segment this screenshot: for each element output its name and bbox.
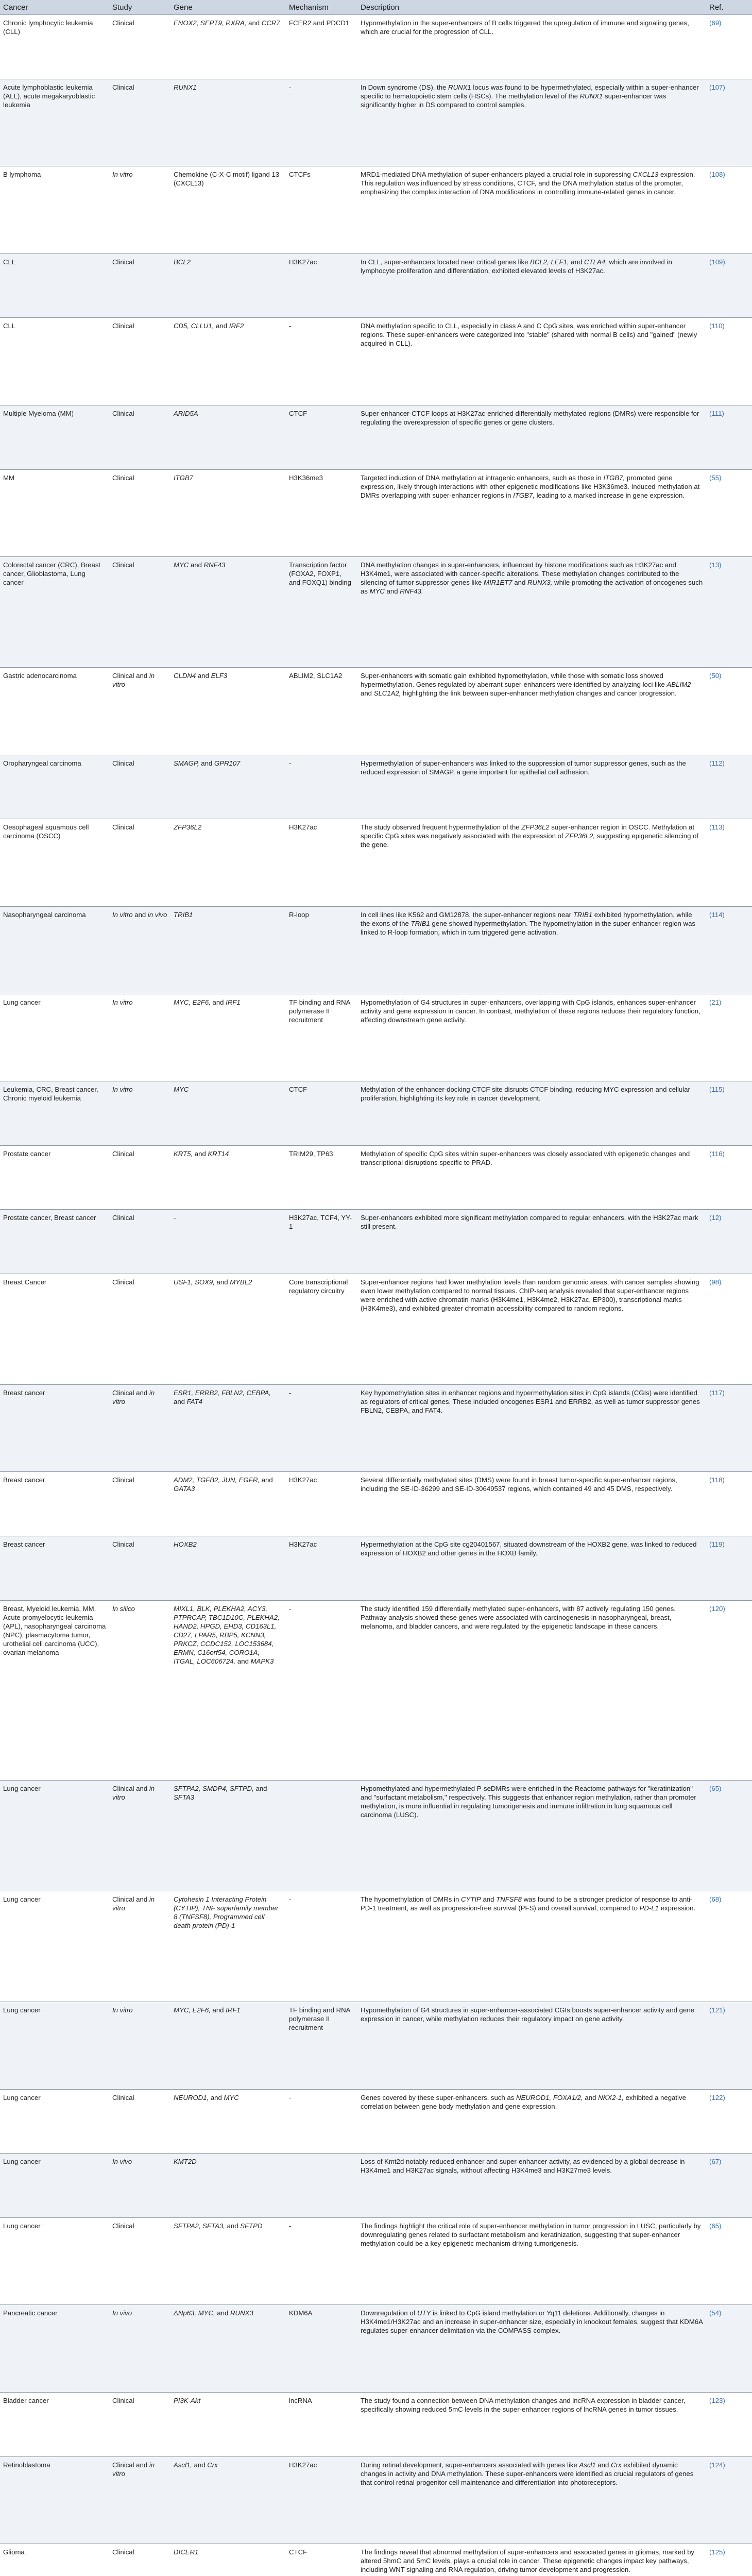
- gene-cell: SFTPA2, SFTA3, and SFTPD: [170, 2217, 286, 2305]
- study-cell: Clinical: [109, 15, 170, 79]
- ref-cell[interactable]: (114): [706, 906, 752, 994]
- header-mechanism: Mechanism: [286, 0, 357, 15]
- gene-cell: KMT2D: [170, 2154, 286, 2218]
- description-cell: Methylation of the enhancer-docking CTCF site disrupts CTCF binding, reducing MYC expression and cellular proliferation, highlighting its key role in cancer development.: [357, 1081, 706, 1146]
- cancer-cell: Lung cancer: [0, 2217, 109, 2305]
- cancer-cell: B lymphoma: [0, 166, 109, 254]
- ref-cell[interactable]: (117): [706, 1384, 752, 1472]
- gene-cell: CD5, CLLU1, and IRF2: [170, 318, 286, 405]
- description-cell: Several differentially methylated sites (DMS) were found in breast tumor-specific super-enhancer regions, including the SE-ID-36299 and SE-ID-30649537 regions, which contained 49 and 45 DMS, respectively.: [357, 1472, 706, 1536]
- cancer-cell: Bladder cancer: [0, 2393, 109, 2457]
- gene-cell: MYC and RNF43: [170, 557, 286, 668]
- gene-cell: SFTPA2, SMDP4, SFTPD, and SFTA3: [170, 1781, 286, 1891]
- mechanism-cell: -: [286, 1600, 357, 1781]
- description-cell: Super-enhancer-CTCF loops at H3K27ac-enriched differentially methylated regions (DMRs) were responsible for regulating the overexpression of specific genes or gene clusters.: [357, 405, 706, 470]
- mechanism-cell: H3K27ac: [286, 1472, 357, 1536]
- header-study: Study: [109, 0, 170, 15]
- header-description: Description: [357, 0, 706, 15]
- header-cancer: Cancer: [0, 0, 109, 15]
- ref-cell[interactable]: (125): [706, 2544, 752, 2576]
- cancer-cell: Breast cancer: [0, 1536, 109, 1600]
- ref-cell[interactable]: (116): [706, 1145, 752, 1210]
- gene-cell: MYC, E2F6, and IRF1: [170, 994, 286, 1081]
- study-cell: Clinical: [109, 2217, 170, 2305]
- ref-cell[interactable]: (111): [706, 405, 752, 470]
- study-cell: In silico: [109, 1600, 170, 1781]
- description-cell: In Down syndrome (DS), the RUNX1 locus was found to be hypermethylated, especially within a super-enhancer specific to hematopoietic stem cells (HSCs). The methylation level of the RUNX1 super-enhancer was significantly higher in DS compared to control samples.: [357, 79, 706, 166]
- table-row: [0, 1081, 752, 1146]
- table-row: [0, 755, 752, 819]
- study-cell: Clinical: [109, 2544, 170, 2576]
- study-cell: Clinical: [109, 469, 170, 557]
- mechanism-cell: -: [286, 1891, 357, 2002]
- mechanism-cell: H3K27ac: [286, 1536, 357, 1600]
- mechanism-cell: TF binding and RNA polymerase II recruitment: [286, 994, 357, 1081]
- cancer-cell: Lung cancer: [0, 2002, 109, 2089]
- table-row: [0, 2393, 752, 2457]
- mechanism-cell: KDM6A: [286, 2305, 357, 2393]
- table-row: [0, 1210, 752, 1274]
- study-cell: Clinical and in vitro: [109, 1384, 170, 1472]
- ref-cell[interactable]: (65): [706, 1781, 752, 1891]
- study-cell: In vitro: [109, 1081, 170, 1146]
- table-row: [0, 2456, 752, 2544]
- gene-cell: ZFP36L2: [170, 819, 286, 907]
- mechanism-cell: -: [286, 318, 357, 405]
- ref-cell[interactable]: (55): [706, 469, 752, 557]
- cancer-cell: Lung cancer: [0, 1781, 109, 1891]
- ref-cell[interactable]: (124): [706, 2456, 752, 2544]
- header-row: [0, 0, 752, 15]
- ref-cell[interactable]: (54): [706, 2305, 752, 2393]
- cancer-cell: MM: [0, 469, 109, 557]
- description-cell: The findings reveal that abnormal methylation of super-enhancers and associated genes in gliomas, marked by altered 5hmC and 5mC levels, plays a crucial role in cancer. These epigenetic changes impact key pathways, including WNT signaling and RNA regulation, driving tumor development and progression.: [357, 2544, 706, 2576]
- description-cell: Super-enhancers with somatic gain exhibited hypomethylation, while those with somatic loss showed hypermethylation. Genes regulated by aberrant super-enhancers were identified by analyzing loci like ABLIM2 and SLC1A2, highlighting the link between super-enhancer methylation changes and cancer progression.: [357, 668, 706, 755]
- table-row: [0, 1274, 752, 1385]
- gene-cell: RUNX1: [170, 79, 286, 166]
- ref-cell[interactable]: (115): [706, 1081, 752, 1146]
- table-body: [0, 15, 752, 2576]
- cancer-cell: Acute lymphoblastic leukemia (ALL), acute megakaryoblastic leukemia: [0, 79, 109, 166]
- ref-cell[interactable]: (68): [706, 1891, 752, 2002]
- mechanism-cell: Core transcriptional regulatory circuitry: [286, 1274, 357, 1385]
- description-cell: Hypomethylation of G4 structures in super-enhancers, overlapping with CpG islands, enhances super-enhancer activity and gene expression in cancer. In contrast, methylation of these regions reduces their regulatory function, affecting downstream gene activity.: [357, 994, 706, 1081]
- cancer-cell: Colorectal cancer (CRC), Breast cancer, Glioblastoma, Lung cancer: [0, 557, 109, 668]
- ref-cell[interactable]: (50): [706, 668, 752, 755]
- description-cell: DNA methylation changes in super-enhancers, influenced by histone modifications such as H3K27ac and H3K4me1, were associated with cancer-specific alterations. These methylation changes contributed to the silencing of tumor suppressor genes like MIR1ET7 and RUNX3, while promoting the activation of oncogenes such as MYC and RNF43.: [357, 557, 706, 668]
- mechanism-cell: CTCFs: [286, 166, 357, 254]
- table-row: [0, 2305, 752, 2393]
- mechanism-cell: -: [286, 2089, 357, 2154]
- gene-cell: SMAGP, and GPR107: [170, 755, 286, 819]
- description-cell: Hypermethylation at the CpG site cg20401567, situated downstream of the HOXB2 gene, was linked to reduced expression of HOXB2 and other genes in the HOXB family.: [357, 1536, 706, 1600]
- ref-cell[interactable]: (12): [706, 1210, 752, 1274]
- gene-cell: TRIB1: [170, 906, 286, 994]
- mechanism-cell: CTCF: [286, 1081, 357, 1146]
- ref-cell[interactable]: (65): [706, 2217, 752, 2305]
- table-row: [0, 15, 752, 79]
- study-cell: Clinical: [109, 1210, 170, 1274]
- cancer-cell: Leukemia, CRC, Breast cancer, Chronic myeloid leukemia: [0, 1081, 109, 1146]
- table-row: [0, 819, 752, 907]
- mechanism-cell: -: [286, 2154, 357, 2218]
- gene-cell: Ascl1, and Crx: [170, 2456, 286, 2544]
- description-cell: Methylation of specific CpG sites within super-enhancers was closely associated with epigenetic changes and transcriptional disruptions specific to PRAD.: [357, 1145, 706, 1210]
- table-row: [0, 166, 752, 254]
- cancer-cell: Glioma: [0, 2544, 109, 2576]
- table-row: [0, 1472, 752, 1536]
- cancer-cell: Retinoblastoma: [0, 2456, 109, 2544]
- mechanism-cell: H3K27ac: [286, 819, 357, 907]
- study-cell: Clinical: [109, 253, 170, 318]
- study-cell: Clinical and in vitro: [109, 1781, 170, 1891]
- table-row: [0, 2089, 752, 2154]
- mechanism-cell: -: [286, 1384, 357, 1472]
- cancer-cell: Breast, Myeloid leukemia, MM, Acute promyelocytic leukemia (APL), nasopharyngeal carcinoma (NPC), plasmacytoma tumor, urothelial cell carcinoma (UCC), ovarian melanoma: [0, 1600, 109, 1781]
- cancer-cell: Breast cancer: [0, 1472, 109, 1536]
- gene-cell: ENOX2, SEPT9, RXRA, and CCR7: [170, 15, 286, 79]
- table-row: [0, 2217, 752, 2305]
- header-gene: Gene: [170, 0, 286, 15]
- cancer-cell: Lung cancer: [0, 994, 109, 1081]
- study-cell: In vivo: [109, 2154, 170, 2218]
- table-row: [0, 2544, 752, 2576]
- mechanism-cell: -: [286, 79, 357, 166]
- description-cell: The study identified 159 differentially methylated super-enhancers, with 87 actively regulating 150 genes. Pathway analysis showed these genes were associated with carcinogenesis in nasopharyngeal, breast, melanoma, and bladder cancers, and were regulated by the epigenetic landscape in these cancers.: [357, 1600, 706, 1781]
- ref-cell[interactable]: (123): [706, 2393, 752, 2457]
- description-cell: In cell lines like K562 and GM12878, the super-enhancer regions near TRIB1 exhibited hypomethylation, while the exons of the TRIB1 gene showed hypermethylation. The hypomethylation in the super-enhancer region was linked to R-loop formation, which in turn triggered gene activation.: [357, 906, 706, 994]
- description-cell: Hypomethylation in the super-enhancers of B cells triggered the upregulation of immune and signaling genes, which are crucial for the progression of CLL.: [357, 15, 706, 79]
- cancer-cell: CLL: [0, 253, 109, 318]
- header-ref: Ref.: [706, 0, 752, 15]
- gene-cell: DICER1: [170, 2544, 286, 2576]
- mechanism-cell: Transcription factor (FOXA2, FOXP1, and FOXQ1) binding: [286, 557, 357, 668]
- gene-cell: USF1, SOX9, and MYBL2: [170, 1274, 286, 1385]
- ref-cell[interactable]: (118): [706, 1472, 752, 1536]
- description-cell: Genes covered by these super-enhancers, such as NEUROD1, FOXA1/2, and NKX2-1, exhibited a negative correlation between gene body methylation and gene expression.: [357, 2089, 706, 2154]
- study-cell: Clinical: [109, 819, 170, 907]
- mechanism-cell: -: [286, 2217, 357, 2305]
- gene-cell: ITGB7: [170, 469, 286, 557]
- mechanism-cell: lncRNA: [286, 2393, 357, 2457]
- description-cell: Super-enhancers exhibited more significant methylation compared to regular enhancers, with the H3K27ac mark still present.: [357, 1210, 706, 1274]
- study-cell: Clinical: [109, 318, 170, 405]
- table-row: [0, 994, 752, 1081]
- description-cell: DNA methylation specific to CLL, especially in class A and C CpG sites, was enriched within super-enhancer regions. These super-enhancers were categorized into "stable" (shared with normal B cells) and "gained" (newly acquired in CLL).: [357, 318, 706, 405]
- table-row: [0, 405, 752, 470]
- cancer-cell: Breast cancer: [0, 1384, 109, 1472]
- gene-cell: KRT5, and KRT14: [170, 1145, 286, 1210]
- study-cell: Clinical: [109, 79, 170, 166]
- mechanism-cell: -: [286, 755, 357, 819]
- gene-cell: MYC, E2F6, and IRF1: [170, 2002, 286, 2089]
- ref-cell[interactable]: (109): [706, 253, 752, 318]
- study-cell: In vitro: [109, 2002, 170, 2089]
- table-row: [0, 557, 752, 668]
- ref-cell[interactable]: (69): [706, 15, 752, 79]
- cancer-cell: Oesophageal squamous cell carcinoma (OSCC): [0, 819, 109, 907]
- ref-cell[interactable]: (119): [706, 1536, 752, 1600]
- table-row: [0, 1891, 752, 2002]
- gene-cell: ΔNp63, MYC, and RUNX3: [170, 2305, 286, 2393]
- gene-cell: ADM2, TGFB2, JUN, EGFR, and GATA3: [170, 1472, 286, 1536]
- ref-cell[interactable]: (113): [706, 819, 752, 907]
- ref-cell[interactable]: (107): [706, 79, 752, 166]
- ref-cell[interactable]: (112): [706, 755, 752, 819]
- mechanism-cell: H3K36me3: [286, 469, 357, 557]
- description-cell: Hypermethylation of super-enhancers was linked to the suppression of tumor suppressor genes, such as the reduced expression of SMAGP, a gene important for epithelial cell adhesion.: [357, 755, 706, 819]
- mechanism-cell: -: [286, 1781, 357, 1891]
- cancer-cell: Breast Cancer: [0, 1274, 109, 1385]
- description-cell: Super-enhancer regions had lower methylation levels than random genomic areas, with cancer samples showing even lower methylation compared to normal tissues. ChIP-seq analysis revealed that super-enhancer regions were enriched with active chromatin marks (H3K4me1, H3K4me2, H3K27ac, EP300), transcriptional marks (H3K4me3), and exhibited greater chromatin accessibility compared to random regions.: [357, 1274, 706, 1385]
- study-cell: Clinical: [109, 2089, 170, 2154]
- gene-cell: MYC: [170, 1081, 286, 1146]
- gene-cell: BCL2: [170, 253, 286, 318]
- table-row: [0, 1536, 752, 1600]
- table-row: [0, 1384, 752, 1472]
- ref-cell[interactable]: (13): [706, 557, 752, 668]
- cancer-cell: Lung cancer: [0, 1891, 109, 2002]
- mechanism-cell: H3K27ac, TCF4, YY-1: [286, 1210, 357, 1274]
- ref-cell[interactable]: (122): [706, 2089, 752, 2154]
- gene-cell: Chemokine (C-X-C motif) ligand 13 (CXCL13): [170, 166, 286, 254]
- study-cell: Clinical: [109, 1536, 170, 1600]
- table-row: [0, 79, 752, 166]
- cancer-cell: Chronic lymphocytic leukemia (CLL): [0, 15, 109, 79]
- cancer-cell: Gastric adenocarcinoma: [0, 668, 109, 755]
- description-cell: In CLL, super-enhancers located near critical genes like BCL2, LEF1, and CTLA4, which are involved in lymphocyte proliferation and differentiation, exhibited elevated levels of H3K27ac.: [357, 253, 706, 318]
- mechanism-cell: CTCF: [286, 405, 357, 470]
- study-cell: Clinical and in vitro: [109, 2456, 170, 2544]
- ref-cell[interactable]: (120): [706, 1600, 752, 1781]
- gene-cell: NEUROD1, and MYC: [170, 2089, 286, 2154]
- description-cell: The study found a connection between DNA methylation changes and lncRNA expression in bladder cancer, specifically showing reduced 5mC levels in the super-enhancer regions of lncRNA genes in tumor tissues.: [357, 2393, 706, 2457]
- table-row: [0, 1781, 752, 1891]
- description-cell: MRD1-mediated DNA methylation of super-enhancers played a crucial role in suppressing CXCL13 expression. This regulation was influenced by stress conditions, CTCF, and the DNA methylation status of the promoter, emphasizing the complex interaction of DNA modifications in controlling immune-related genes in cancer.: [357, 166, 706, 254]
- description-cell: During retinal development, super-enhancers associated with genes like Ascl1 and Crx exhibited dynamic changes in activity and DNA methylation. These super-enhancers were identified as crucial regulators of genes that control retinal progenitor cell maintenance and differentiation into photoreceptors.: [357, 2456, 706, 2544]
- description-cell: Targeted induction of DNA methylation at intragenic enhancers, such as those in ITGB7, promoted gene expression, likely through interactions with other epigenetic modifications like H3K36me3. Induced methylation at DMRs overlapping with super-enhancer regions in ITGB7, leading to a marked increase in gene expression.: [357, 469, 706, 557]
- cancer-cell: CLL: [0, 318, 109, 405]
- ref-cell[interactable]: (108): [706, 166, 752, 254]
- study-cell: Clinical: [109, 557, 170, 668]
- study-cell: Clinical: [109, 2393, 170, 2457]
- mechanism-cell: H3K27ac: [286, 2456, 357, 2544]
- gene-cell: HOXB2: [170, 1536, 286, 1600]
- description-cell: The findings highlight the critical role of super-enhancer methylation in tumor progression in LUSC, particularly by downregulating genes related to surfactant metabolism and keratinization, suggesting that super-enhancer methylation could be a key epigenetic mechanism driving tumorigenesis.: [357, 2217, 706, 2305]
- gene-cell: ESR1, ERRB2, FBLN2, CEBPA, and FAT4: [170, 1384, 286, 1472]
- description-cell: Key hypomethylation sites in enhancer regions and hypermethylation sites in CpG islands (CGIs) were identified as regulators of critical genes. These included oncogenes ESR1 and ERRB2, as well as tumor suppressor genes FBLN2, CEBPA, and FAT4.: [357, 1384, 706, 1472]
- study-cell: Clinical and in vitro: [109, 1891, 170, 2002]
- cancer-cell: Lung cancer: [0, 2154, 109, 2218]
- mechanism-cell: H3K27ac: [286, 253, 357, 318]
- study-cell: In vitro and in vivo: [109, 906, 170, 994]
- cancer-cell: Prostate cancer, Breast cancer: [0, 1210, 109, 1274]
- ref-cell[interactable]: (67): [706, 2154, 752, 2218]
- study-cell: Clinical: [109, 1145, 170, 1210]
- description-cell: The hypomethylation of DMRs in CYTIP and TNFSF8 was found to be a stronger predictor of response to anti-PD-1 treatment, as well as progression-free survival (PFS) and overall survival, compared to PD-L1 expression.: [357, 1891, 706, 2002]
- gene-cell: PI3K-Akt: [170, 2393, 286, 2457]
- mechanism-cell: TRIM29, TP63: [286, 1145, 357, 1210]
- study-cell: Clinical: [109, 405, 170, 470]
- cancer-cell: Prostate cancer: [0, 1145, 109, 1210]
- ref-cell[interactable]: (21): [706, 994, 752, 1081]
- mechanism-cell: ABLIM2, SLC1A2: [286, 668, 357, 755]
- table-row: [0, 318, 752, 405]
- description-cell: The study observed frequent hypermethylation of the ZFP36L2 super-enhancer region in OSCC. Methylation at specific CpG sites was negatively associated with the expression of ZFP36L2, suggesting epigenetic silencing of the gene.: [357, 819, 706, 907]
- table-row: [0, 2154, 752, 2218]
- description-cell: Loss of Kmt2d notably reduced enhancer and super-enhancer activity, as evidenced by a global decrease in H3K4me1 and H3K27ac signals, without affecting H3K4me3 and H3K27me3 levels.: [357, 2154, 706, 2218]
- gene-cell: CLDN4 and ELF3: [170, 668, 286, 755]
- cancer-cell: Multiple Myeloma (MM): [0, 405, 109, 470]
- table-row: [0, 1600, 752, 1781]
- study-cell: In vitro: [109, 994, 170, 1081]
- table-row: [0, 668, 752, 755]
- cancer-cell: Oropharyngeal carcinoma: [0, 755, 109, 819]
- description-cell: Downregulation of UTY is linked to CpG island methylation or Yq11 deletions. Additionally, changes in H3K4me1/H3K27ac and an increase in super-enhancer size, especially in knockout females, suggest that KDM6A regulates super-enhancer delimitation via the COMPASS complex.: [357, 2305, 706, 2393]
- gene-cell: Cytohesin 1 Interacting Protein (CYTIP), TNF superfamily member 8 (TNFSF8), Programmed cell death protein (PD)-1: [170, 1891, 286, 2002]
- table-row: [0, 253, 752, 318]
- study-cell: Clinical: [109, 1472, 170, 1536]
- study-cell: Clinical: [109, 1274, 170, 1385]
- study-cell: In vitro: [109, 166, 170, 254]
- ref-cell[interactable]: (121): [706, 2002, 752, 2089]
- study-cell: Clinical: [109, 755, 170, 819]
- gene-cell: -: [170, 1210, 286, 1274]
- table-row: [0, 906, 752, 994]
- mechanism-cell: FCER2 and PDCD1: [286, 15, 357, 79]
- study-cell: Clinical and in vitro: [109, 668, 170, 755]
- table-row: [0, 1145, 752, 1210]
- table-row: [0, 2002, 752, 2089]
- description-cell: Hypomethylated and hypermethylated P-seDMRs were enriched in the Reactome pathways for "keratinization" and "surfactant metabolism," respectively. This suggests that enhancer region methylation, rather than promoter methylation, is more influential in regulating tumorigenesis and immune infiltration in lung squamous cell carcinoma (LUSC).: [357, 1781, 706, 1891]
- gene-cell: ARID5A: [170, 405, 286, 470]
- cancer-cell: Nasopharyngeal carcinoma: [0, 906, 109, 994]
- ref-cell[interactable]: (110): [706, 318, 752, 405]
- table-row: [0, 469, 752, 557]
- description-cell: Hypomethylation of G4 structures in super-enhancer-associated CGIs boosts super-enhancer activity and gene expression in cancer, while methylation reduces their regulatory impact on gene activity.: [357, 2002, 706, 2089]
- cancer-cell: Pancreatic cancer: [0, 2305, 109, 2393]
- mechanism-cell: R-loop: [286, 906, 357, 994]
- ref-cell[interactable]: (98): [706, 1274, 752, 1385]
- cancer-cell: Lung cancer: [0, 2089, 109, 2154]
- gene-cell: MIXL1, BLK, PLEKHA2, ACY3, PTPRCAP, TBC1D10C, PLEKHA2, HAND2, HPGD, EHD3, CD163L1, CD27, LPAR5, RBP5, KCNN3, PRKCZ, CCDC152, LOC153684, ERMN, C16orf54, CORO1A, ITGAL, LOC606724, and MAPK3: [170, 1600, 286, 1781]
- mechanism-cell: TF binding and RNA polymerase II recruitment: [286, 2002, 357, 2089]
- study-cell: In vivo: [109, 2305, 170, 2393]
- mechanism-cell: CTCF: [286, 2544, 357, 2576]
